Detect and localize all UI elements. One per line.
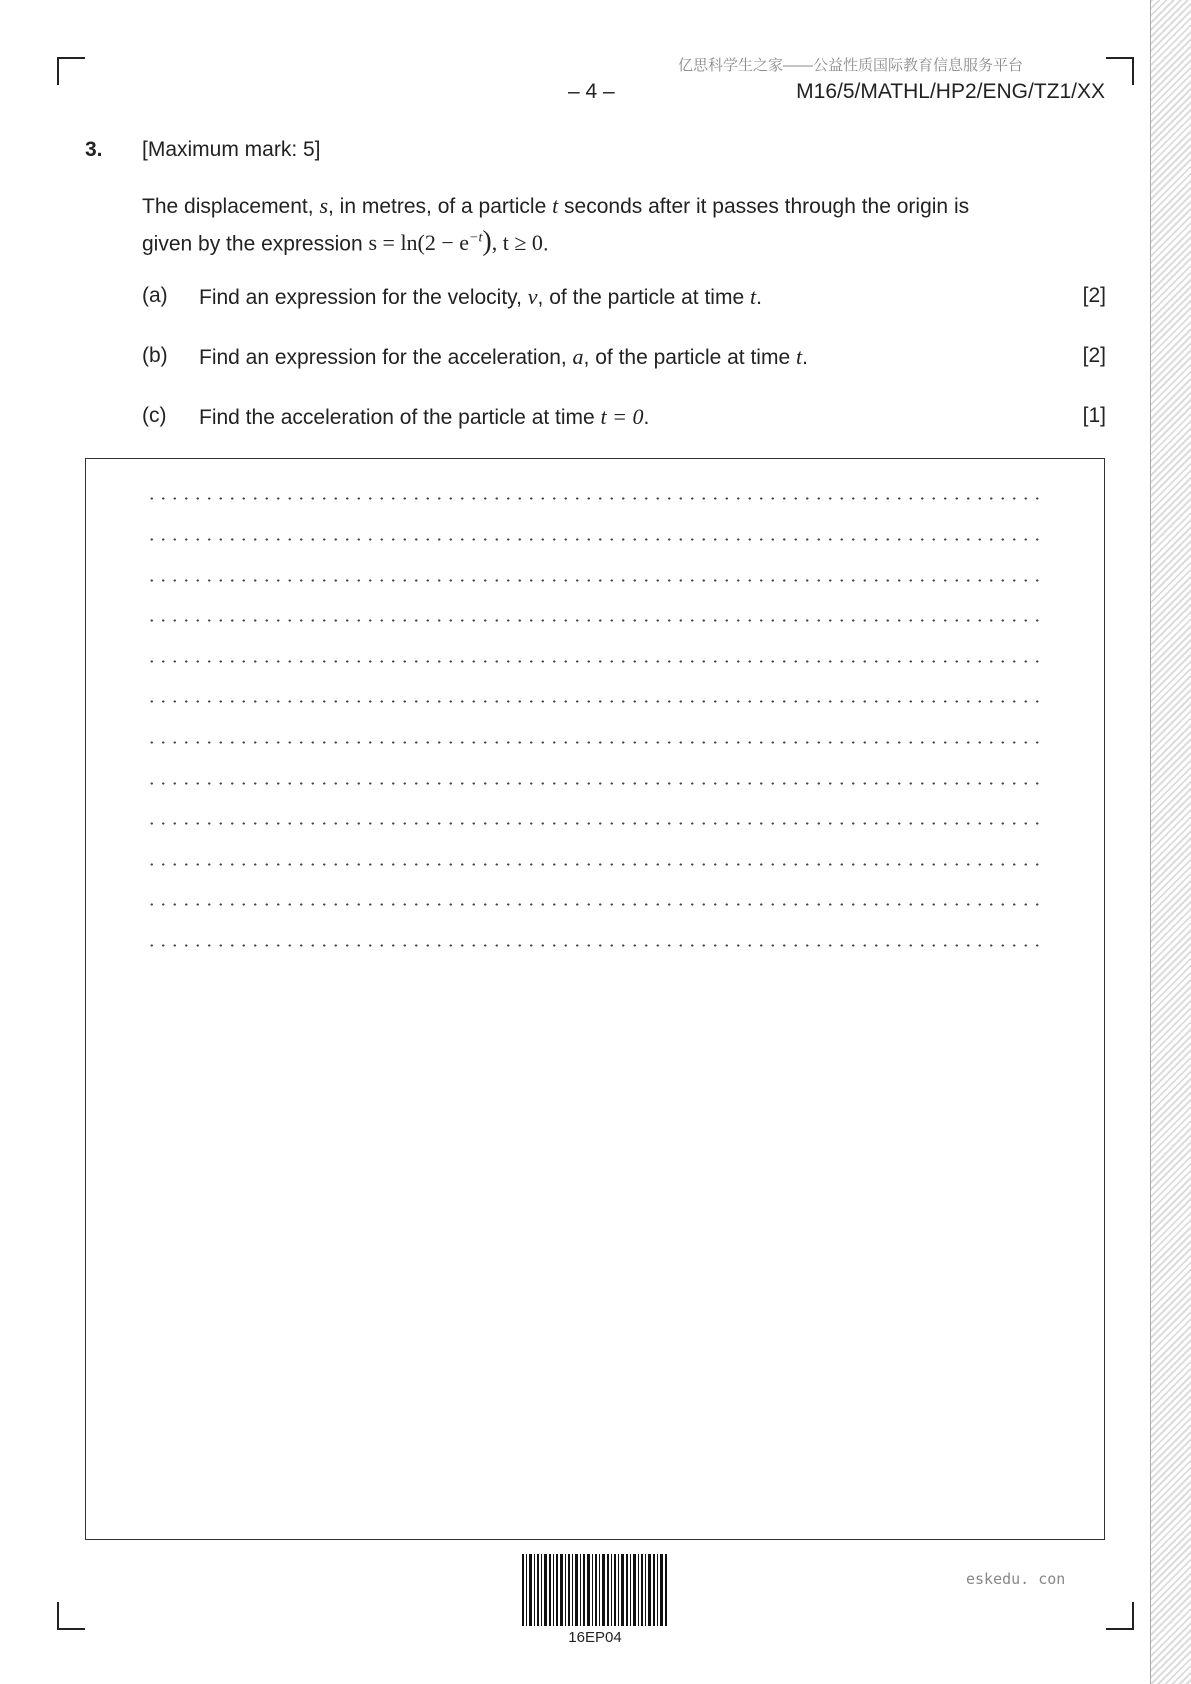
answer-line[interactable] bbox=[146, 903, 1046, 906]
answer-line[interactable] bbox=[146, 944, 1046, 947]
barcode-label: 16EP04 bbox=[568, 1629, 622, 1646]
math-var-s: s bbox=[319, 193, 328, 218]
part-text-1: Find the acceleration of the particle at time bbox=[199, 406, 601, 429]
answer-line[interactable] bbox=[146, 822, 1046, 825]
answer-line[interactable] bbox=[146, 538, 1046, 541]
part-text-1: Find an expression for the acceleration, bbox=[199, 346, 573, 369]
part-text-3: . bbox=[756, 286, 762, 309]
part-text bbox=[199, 404, 649, 430]
answer-line[interactable] bbox=[146, 497, 1046, 500]
page-number: – 4 – bbox=[568, 80, 615, 103]
part-text bbox=[199, 344, 808, 370]
part-text-1: Find an expression for the velocity, bbox=[199, 286, 528, 309]
intro-text: given by the expression bbox=[142, 232, 369, 256]
part-label: (a) bbox=[142, 284, 168, 307]
part-text-2: . bbox=[643, 406, 650, 429]
expr-exponent: −t bbox=[469, 231, 483, 246]
paper-code: M16/5/MATHL/HP2/ENG/TZ1/XX bbox=[796, 80, 1105, 103]
part-text bbox=[199, 284, 762, 310]
intro-period: . bbox=[542, 232, 549, 256]
watermark-text: 亿思科学生之家——公益性质国际教育信息服务平台 bbox=[678, 57, 1024, 74]
crop-mark-top-left bbox=[57, 57, 85, 85]
crop-mark-bottom-right bbox=[1106, 1602, 1134, 1630]
intro-text: seconds after it passes through the origin is bbox=[558, 195, 970, 218]
part-text-2: , of the particle at time bbox=[583, 346, 796, 369]
binding-strip bbox=[1150, 0, 1191, 1684]
answer-line[interactable] bbox=[146, 660, 1046, 663]
barcode-icon bbox=[522, 1554, 668, 1626]
intro-text: , in metres, of a particle bbox=[328, 195, 553, 218]
expr-main: s = ln(2 − e bbox=[368, 230, 470, 256]
math-var-v: v bbox=[527, 284, 538, 309]
answer-box[interactable] bbox=[85, 458, 1105, 1540]
answer-line[interactable] bbox=[146, 782, 1046, 785]
part-mark: [1] bbox=[1082, 404, 1106, 427]
answer-line[interactable] bbox=[146, 619, 1046, 622]
question-number: 3. bbox=[85, 138, 103, 161]
part-mark: [2] bbox=[1082, 344, 1106, 367]
math-var-a: a bbox=[572, 344, 584, 369]
crop-mark-top-right bbox=[1106, 57, 1134, 85]
part-text-3: . bbox=[802, 346, 808, 369]
part-label: (b) bbox=[142, 344, 168, 367]
answer-line[interactable] bbox=[146, 579, 1046, 582]
expr-condition: , t ≥ 0 bbox=[491, 230, 543, 256]
math-expr-t0: t = 0 bbox=[600, 404, 644, 429]
intro-text: The displacement, bbox=[142, 195, 320, 218]
math-var-t: t bbox=[795, 344, 803, 369]
answer-line[interactable] bbox=[146, 741, 1046, 744]
part-mark: [2] bbox=[1082, 284, 1106, 307]
max-mark: [Maximum mark: 5] bbox=[142, 138, 321, 161]
part-label: (c) bbox=[142, 404, 167, 427]
question-intro bbox=[142, 190, 1042, 260]
expr-close: ) bbox=[482, 226, 492, 258]
math-expression bbox=[368, 226, 543, 258]
answer-line[interactable] bbox=[146, 700, 1046, 703]
math-var-t: t bbox=[552, 193, 559, 218]
crop-mark-bottom-left bbox=[57, 1602, 85, 1630]
part-text-2: , of the particle at time bbox=[537, 286, 750, 309]
site-watermark: eskedu. con bbox=[966, 1570, 1066, 1588]
math-var-t: t bbox=[749, 284, 757, 309]
answer-line[interactable] bbox=[146, 863, 1046, 866]
